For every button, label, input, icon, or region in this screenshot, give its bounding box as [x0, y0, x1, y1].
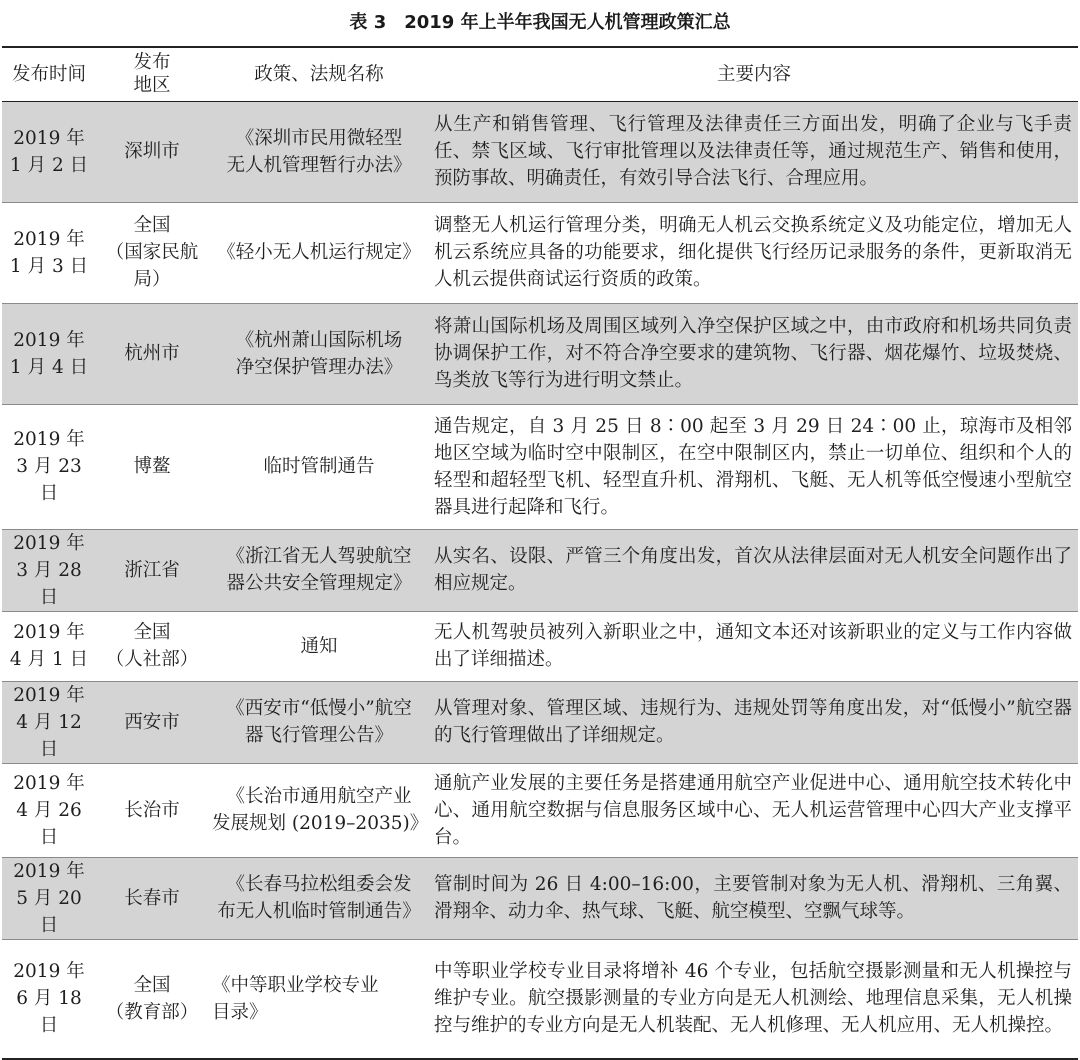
cell-region: 长春市	[96, 857, 208, 939]
cell-region: 深圳市	[96, 101, 208, 202]
cell-date: 2019 年 1 月 3 日	[2, 202, 96, 303]
cell-date: 2019 年 3 月 23 日	[2, 404, 96, 529]
cell-content: 通告规定，自 3 月 25 日 8∶00 起至 3 月 29 日 24∶00 止，琼海市及相邻地区空域为临时空中限制区，在空中限制区内，禁止一切单位、组织和个人的轻型和超轻型飞机、轻型直升机、滑翔机、飞艇、无人机等低空慢速小型航空器具进行起降和飞行。	[430, 404, 1078, 529]
cell-date: 2019 年 1 月 2 日	[2, 101, 96, 202]
table-row	[2, 857, 1078, 939]
cell-region: 博鳌	[96, 404, 208, 529]
cell-date: 2019 年 4 月 1 日	[2, 611, 96, 681]
header-date: 发布时间	[2, 47, 96, 101]
cell-date: 2019 年 6 月 18 日	[2, 939, 96, 1059]
table-row	[2, 404, 1078, 529]
cell-policy: 通知	[208, 611, 430, 681]
cell-region: 杭州市	[96, 303, 208, 404]
cell-content: 将萧山国际机场及周围区域列入净空保护区域之中，由市政府和机场共同负责协调保护工作，对不符合净空要求的建筑物、飞行器、烟花爆竹、垃圾焚烧、鸟类放飞等行为进行明文禁止。	[430, 303, 1078, 404]
cell-date: 2019 年 5 月 20 日	[2, 857, 96, 939]
cell-date: 2019 年 4 月 12 日	[2, 681, 96, 763]
cell-content: 管制时间为 26 日 4:00–16:00，主要管制对象为无人机、滑翔机、三角翼、滑翔伞、动力伞、热气球、飞艇、航空模型、空飘气球等。	[430, 857, 1078, 939]
cell-policy: 《西安市“低慢小”航空 器飞行管理公告》	[208, 681, 430, 763]
cell-date: 2019 年 1 月 4 日	[2, 303, 96, 404]
table-row	[2, 101, 1078, 202]
cell-date: 2019 年 4 月 26 日	[2, 763, 96, 857]
header-content: 主要内容	[430, 47, 1078, 101]
cell-content: 无人机驾驶员被列入新职业之中，通知文本还对该新职业的定义与工作内容做出了详细描述。	[430, 611, 1078, 681]
cell-content: 从生产和销售管理、飞行管理及法律责任三方面出发，明确了企业与飞手责任、禁飞区域、飞行审批管理以及法律责任等，通过规范生产、销售和使用，预防事故、明确责任，有效引导合法飞行、合理应用。	[430, 101, 1078, 202]
table-row	[2, 763, 1078, 857]
cell-region: 浙江省	[96, 529, 208, 611]
cell-content: 从管理对象、管理区域、违规行为、违规处罚等角度出发，对“低慢小”航空器的飞行管理做出了详细规定。	[430, 681, 1078, 763]
cell-region: 全国 （教育部）	[96, 939, 208, 1059]
cell-region: 全国 （国家民航 局）	[96, 202, 208, 303]
cell-policy: 临时管制通告	[208, 404, 430, 529]
header-row	[2, 47, 1078, 101]
cell-policy: 《轻小无人机运行规定》	[208, 202, 430, 303]
table-row	[2, 681, 1078, 763]
cell-policy: 《浙江省无人驾驶航空 器公共安全管理规定》	[208, 529, 430, 611]
cell-policy: 《中等职业学校专业 目录》	[208, 939, 430, 1059]
table-row	[2, 303, 1078, 404]
header-policy: 政策、法规名称	[208, 47, 430, 101]
header-region: 发布 地区	[96, 47, 208, 101]
cell-content: 从实名、设限、严管三个角度出发，首次从法律层面对无人机安全问题作出了相应规定。	[430, 529, 1078, 611]
cell-content: 中等职业学校专业目录将增补 46 个专业，包括航空摄影测量和无人机操控与维护专业。航空摄影测量的专业方向是无人机测绘、地理信息采集，无人机操控与维护的专业方向是无人机装配、无人机修理、无人机应用、无人机操控。	[430, 939, 1078, 1059]
cell-region: 全国 （人社部）	[96, 611, 208, 681]
table-row	[2, 202, 1078, 303]
cell-policy: 《深圳市民用微轻型 无人机管理暂行办法》	[208, 101, 430, 202]
cell-policy: 《长治市通用航空产业 发展规划 (2019–2035)》	[208, 763, 430, 857]
cell-date: 2019 年 3 月 28 日	[2, 529, 96, 611]
table-row	[2, 529, 1078, 611]
policy-table	[2, 46, 1078, 1060]
table-row	[2, 611, 1078, 681]
table-caption: 表 3 2019 年上半年我国无人机管理政策汇总	[349, 12, 731, 33]
cell-policy: 《长春马拉松组委会发 布无人机临时管制通告》	[208, 857, 430, 939]
table-row	[2, 939, 1078, 1059]
cell-content: 调整无人机运行管理分类，明确无人机云交换系统定义及功能定位，增加无人机云系统应具备的功能要求，细化提供飞行经历记录服务的条件，更新取消无人机云提供商试运行资质的政策。	[430, 202, 1078, 303]
cell-region: 西安市	[96, 681, 208, 763]
cell-region: 长治市	[96, 763, 208, 857]
cell-policy: 《杭州萧山国际机场 净空保护管理办法》	[208, 303, 430, 404]
cell-content: 通航产业发展的主要任务是搭建通用航空产业促进中心、通用航空技术转化中心、通用航空数据与信息服务区域中心、无人机运营管理中心四大产业支撑平台。	[430, 763, 1078, 857]
